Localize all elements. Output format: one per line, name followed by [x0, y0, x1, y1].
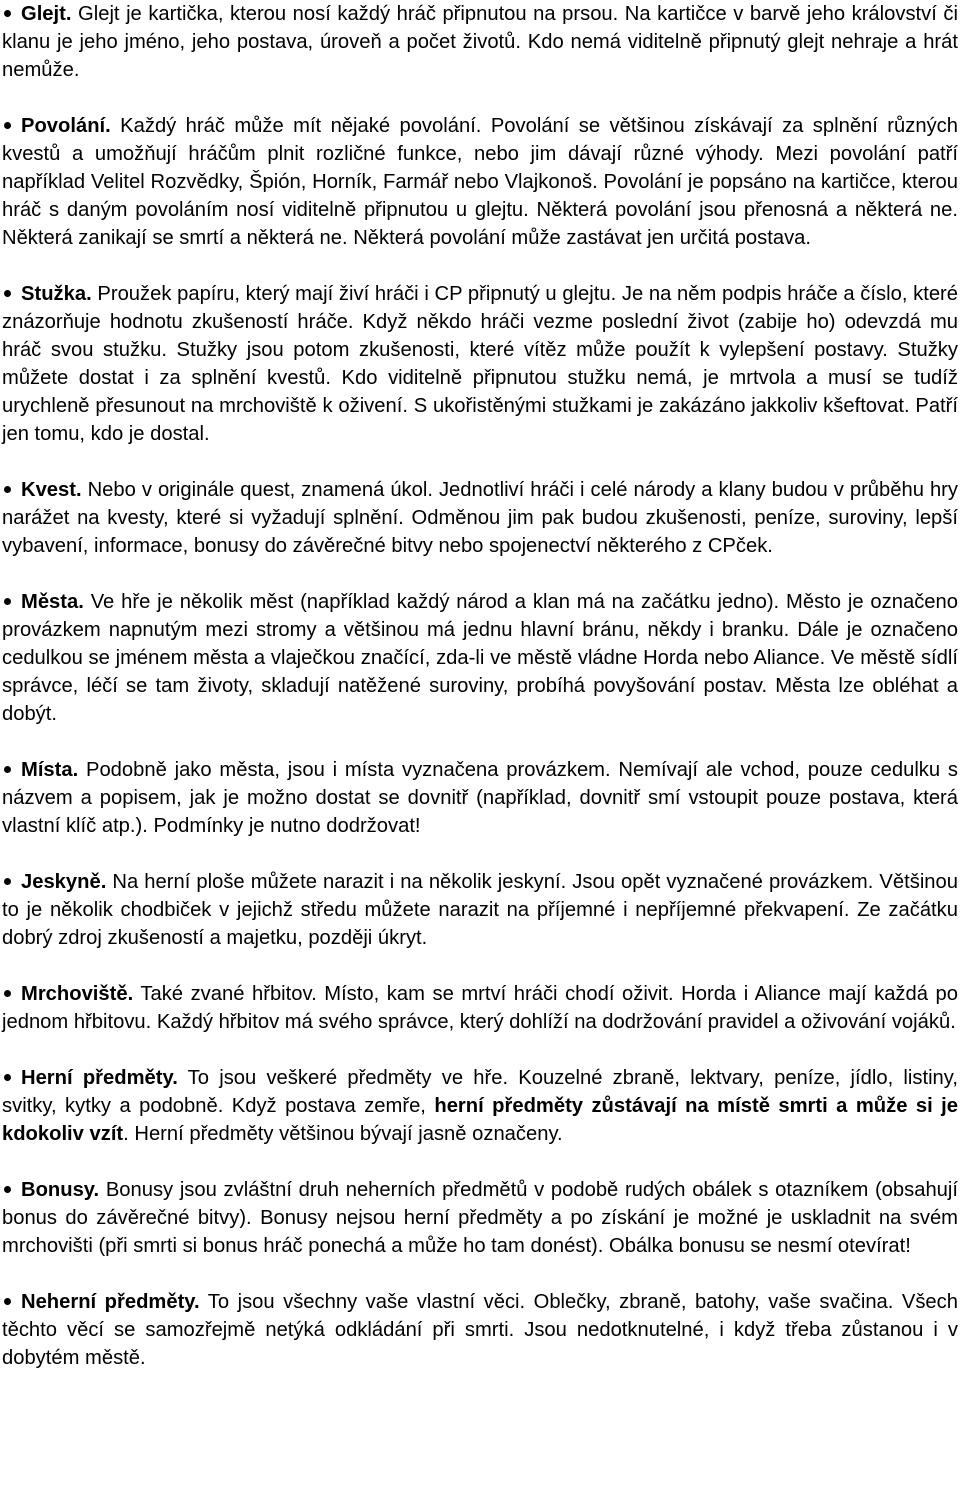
definition-end: . Herní předměty většinou bývají jasně označeny. [123, 1123, 563, 1145]
definition: To jsou veškeré předměty ve hře. Kouzelné zbraně, lektvary, peníze, jídlo, listiny, svitky, kytky a podobně. Když postava zemře, [2, 1067, 958, 1117]
list-item-neherni-predmety [2, 1288, 958, 1372]
term: Mrchoviště. [21, 983, 134, 1005]
bullet-icon [4, 290, 11, 297]
term: Kvest. [21, 479, 82, 501]
list-item-bonusy [2, 1176, 958, 1260]
list-item-herni-predmety [2, 1064, 958, 1148]
definition: Glejt je kartička, kterou nosí každý hráč připnutou na prsou. Na kartičce v barvě jeho království či klanu je jeho jméno, jeho postava, úroveň a počet životů. Kdo nemá viditelně připnutý glejt nehraje a hrát nemůže. [2, 3, 958, 81]
list-item-mista [2, 756, 958, 840]
definition: Podobně jako města, jsou i místa vyznačena provázkem. Nemívají ale vchod, pouze cedulku s názvem a popisem, jak je možno dostat se dovnitř (například, dovnitř smí vstoupit pouze postava, která vlastní klíč atp.). Podmínky je nutno dodržovat! [2, 759, 958, 837]
term: Stužka. [21, 283, 92, 305]
definition: Ve hře je několik měst (například každý národ a klan má na začátku jedno). Město je označeno provázkem napnutým mezi stromy a většinou má jednu hlavní bránu, někdy i branku. Dále je označeno cedulkou se jménem města a vlaječkou značící, zda-li ve městě vládne Horda nebo Aliance. Ve městě sídlí správce, léčí se tam životy, skladují natěžené suroviny, probíhá povyšování postav. Města lze obléhat a dobýt. [2, 591, 958, 725]
bullet-icon [4, 990, 11, 997]
term: Bonusy. [21, 1179, 100, 1201]
bullet-icon [4, 122, 11, 129]
term: Glejt. [21, 3, 72, 25]
definition: Proužek papíru, který mají živí hráči i CP připnutý u glejtu. Je na něm podpis hráče a číslo, které znázorňuje hodnotu zkušeností hráče. Když někdo hráči vezme poslední život (zabije ho) odevzdá mu hráč svou stužku. Stužky jsou potom zkušenosti, které vítěz může použít k vylepšení postavy. Stužky můžete dostat i za splnění kvestů. Kdo viditelně připnutou stužku nemá, je mrtvola a musí se tudíž urychleně přesunout na mrchoviště k oživení. S ukořistěnými stužkami je zakázáno jakkoliv kšeftovat. Patří jen tomu, kdo je dostal. [2, 283, 958, 445]
term: Města. [21, 591, 84, 613]
list-item-glejt [2, 0, 958, 84]
bullet-icon [4, 486, 11, 493]
list-item-jeskyne [2, 868, 958, 952]
list-item-mesta [2, 588, 958, 728]
term: Neherní předměty. [21, 1291, 200, 1313]
definition: To jsou všechny vaše vlastní věci. Oblečky, zbraně, batohy, vaše svačina. Všech těchto věcí se samozřejmě netýká odkládání při smrti. Jsou nedotknutelné, i když třeba zůstanou i v dobytém městě. [2, 1291, 958, 1369]
bullet-icon [4, 598, 11, 605]
bullet-icon [4, 1186, 11, 1193]
bullet-icon [4, 878, 11, 885]
definition: Bonusy jsou zvláštní druh neherních předmětů v podobě rudých obálek s otazníkem (obsahují bonus do závěrečné bitvy). Bonusy nejsou herní předměty a po získání je možné je uskladnit na svém mrchovišti (při smrti si bonus hráč ponechá a může ho tam donést). Obálka bonusu se nesmí otevírat! [2, 1179, 958, 1257]
bullet-icon [4, 1074, 11, 1081]
definition: Nebo v originále quest, znamená úkol. Jednotliví hráči i celé národy a klany budou v průběhu hry narážet na kvesty, které si vyžadují splnění. Odměnou jim pak budou zkušenosti, peníze, suroviny, lepší vybavení, informace, bonusy do závěrečné bitvy nebo spojenectví některého z CPček. [2, 479, 958, 557]
term: Místa. [21, 759, 79, 781]
bullet-icon [4, 10, 11, 17]
bullet-icon [4, 1298, 11, 1305]
list-item-mrchoviste [2, 980, 958, 1036]
definition: Na herní ploše můžete narazit i na několik jeskyní. Jsou opět vyznačené provázkem. Většinou to je několik chodbiček v jejichž středu můžete narazit na příjemné i nepříjemné překvapení. Ze začátku dobrý zdroj zkušeností a majetku, později úkryt. [2, 871, 958, 949]
definition: Také zvané hřbitov. Místo, kam se mrtví hráči chodí oživit. Horda i Aliance mají každá po jednom hřbitovu. Každý hřbitov má svého správce, který dohlíží na dodržování pravidel a oživování vojáků. [2, 983, 958, 1033]
glossary-list [2, 0, 958, 1372]
list-item-kvest [2, 476, 958, 560]
term: Jeskyně. [21, 871, 107, 893]
definition-emphasis: herní předměty zůstávají na místě smrti a může si je kdokoliv vzít [2, 1095, 958, 1145]
list-item-stuzka [2, 280, 958, 448]
list-item-povolani [2, 112, 958, 252]
term: Herní předměty. [21, 1067, 178, 1089]
definition: Každý hráč může mít nějaké povolání. Povolání se většinou získávají za splnění různých kvestů a umožňují hráčům plnit rozličné funkce, nebo jim dávají různé výhody. Mezi povolání patří například Velitel Rozvědky, Špión, Horník, Farmář nebo Vlajkonoš. Povolání je popsáno na kartičce, kterou hráč s daným povoláním nosí viditelně připnutou u glejtu. Některá povolání jsou přenosná a některá ne. Některá zanikají se smrtí a některá ne. Některá povolání může zastávat jen určitá postava. [2, 115, 958, 249]
term: Povolání. [21, 115, 111, 137]
bullet-icon [4, 766, 11, 773]
